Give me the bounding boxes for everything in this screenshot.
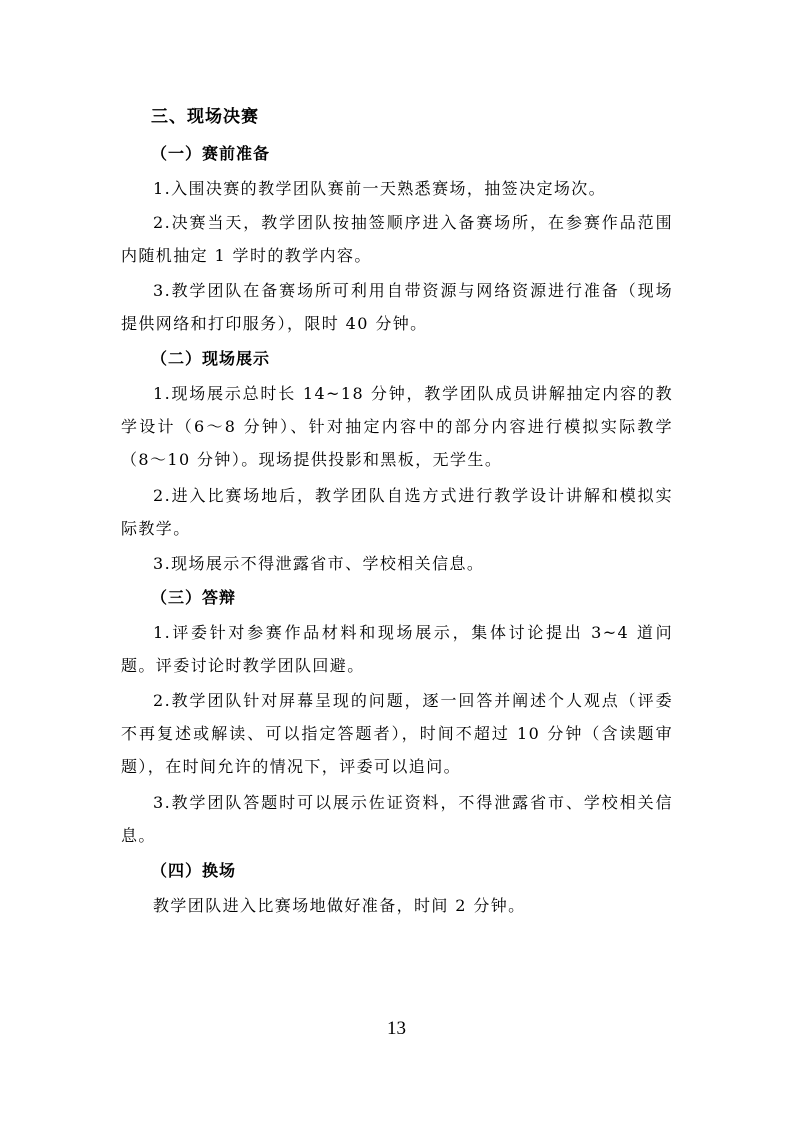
subsection-heading-changeover: （四）换场 [151, 861, 237, 880]
paragraph: 2.决赛当天，教学团队按抽签顺序进入备赛场所，在参赛作品范围内随机抽定 1 学时的教学内容。 [121, 213, 673, 265]
paragraph: 3.教学团队答题时可以展示佐证资料，不得泄露省市、学校相关信息。 [121, 793, 673, 845]
paragraph: 3.现场展示不得泄露省市、学校相关信息。 [153, 554, 485, 573]
paragraph: 2.教学团队针对屏幕呈现的问题，逐一回答并阐述个人观点（评委不再复述或解读、可以指定答题者），时间不超过 10 分钟（含读题审题），在时间允许的情况下，评委可以追问。 [121, 691, 673, 776]
paragraph: 1.入围决赛的教学团队赛前一天熟悉赛场，抽签决定场次。 [153, 179, 607, 198]
paragraph: 教学团队进入比赛场地做好准备，时间 2 分钟。 [153, 896, 526, 915]
section-title: 三、现场决赛 [151, 107, 259, 127]
paragraph: 3.教学团队在备赛场所可利用自带资源与网络资源进行准备（现场提供网络和打印服务），限时 40 分钟。 [121, 281, 673, 333]
page-number: 13 [387, 1018, 406, 1039]
subsection-heading-preparation: （一）赛前准备 [151, 144, 271, 163]
paragraph: 2.进入比赛场地后，教学团队自选方式进行教学设计讲解和模拟实际教学。 [121, 486, 673, 538]
subsection-heading-presentation: （二）现场展示 [151, 349, 271, 368]
subsection-heading-defense: （三）答辩 [151, 588, 237, 607]
paragraph: 1.现场展示总时长 14~18 分钟，教学团队成员讲解抽定内容的教学设计（6～8 分钟）、针对抽定内容中的部分内容进行模拟实际教学（8～10 分钟）。现场提供投影和黑板，无学生。 [121, 384, 673, 469]
paragraph: 1.评委针对参赛作品材料和现场展示，集体讨论提出 3~4 道问题。评委讨论时教学团队回避。 [121, 623, 673, 675]
